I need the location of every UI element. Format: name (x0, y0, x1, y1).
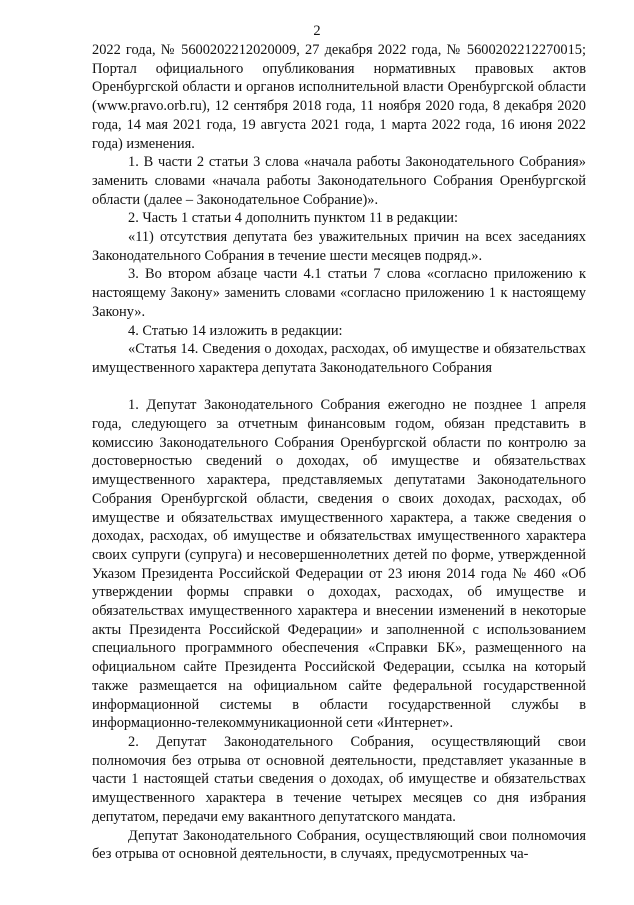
paragraph-item-3: 3. Во втором абзаце части 4.1 статьи 7 слова «согласно приложению к настоящему Закону» заменить словами «согласно приложению 1 к настоящему Закону». (92, 266, 586, 320)
article-14-part-1: 1. Депутат Законодательного Собрания ежегодно не позднее 1 апреля года, следующего за отчетным финансовым годом, обязан представить в комиссию Законодательного Собрания Оренбургской области по контролю за достоверностью сведений о доходах, об имуществе и обязательствах имущественного характера, представляемых депутатами Законодательного Собрания Оренбургской области, сведения о своих доходах, расходах, об имуществе и обязательствах имущественного характера, а также сведения о доходах, расходах, об имуществе и обязательствах имущественного характера своих супруги (супруга) и несовершеннолетних детей по форме, утвержденной Указом Президента Российской Федерации от 23 июня 2014 года № 460 «Об утверждении формы справки о доходах, расходах, об имуществе и обязательствах имущественного характера и внесении изменений в некоторые акты Президента Российской Федерации» и заполненной с использованием специального программного обеспечения «Справки БК», размещенного на официальном сайте Президента Российской Федерации, ссылка на который также размещается на официальном сайте федеральной государственной информационной системы в области государственной службы в информационно-телекоммуникационной сети «Интернет». (92, 397, 586, 732)
paragraph-quote-11: «11) отсутствия депутата без уважительных причин на всех заседаниях Законодательного Собрания в течение шести месяцев подряд.». (92, 229, 586, 264)
document-body (92, 41, 586, 864)
paragraph-item-2: 2. Часть 1 статьи 4 дополнить пунктом 11 в редакции: (128, 210, 458, 227)
paragraph-continuation: 2022 года, № 5600202212020009, 27 декабря 2022 года, № 5600202212270015; Портал официального опубликования нормативных правовых актов Оренбургской области и органов исполнительной власти Оренбургской области (www.pravo.orb.ru), 12 сентября 2018 года, 11 ноября 2020 года, 8 декабря 2020 года, 14 мая 2021 года, 19 августа 2021 года, 1 марта 2022 года, 16 июня 2022 года) изменения. (92, 42, 586, 152)
article-14-part-2: 2. Депутат Законодательного Собрания, осуществляющий свои полномочия без отрыва от основной деятельности, представляет указанные в части 1 настоящей статьи сведения о доходах, об имуществе и обязательствах имущественного характера в течение четырех месяцев со дня избрания депутатом, передачи ему вакантного депутатского мандата. (92, 734, 586, 825)
paragraph-item-4: 4. Статью 14 изложить в редакции: (128, 322, 343, 339)
article-14-heading: «Статья 14. Сведения о доходах, расходах, об имуществе и обязательствах имущественного характера депутата Законодательного Собрания (92, 341, 586, 376)
article-14-part-2-continued: Депутат Законодательного Собрания, осуществляющий свои полномочия без отрыва от основной деятельности, в случаях, предусмотренных ча- (92, 827, 586, 863)
page-number: 2 (313, 23, 321, 39)
paragraph-item-1: 1. В части 2 статьи 3 слова «начала работы Законодательного Собрания» заменить словами «начала работы Законодательного Собрания Оренбургской области (далее – Законодательное Собрание)». (92, 154, 586, 208)
